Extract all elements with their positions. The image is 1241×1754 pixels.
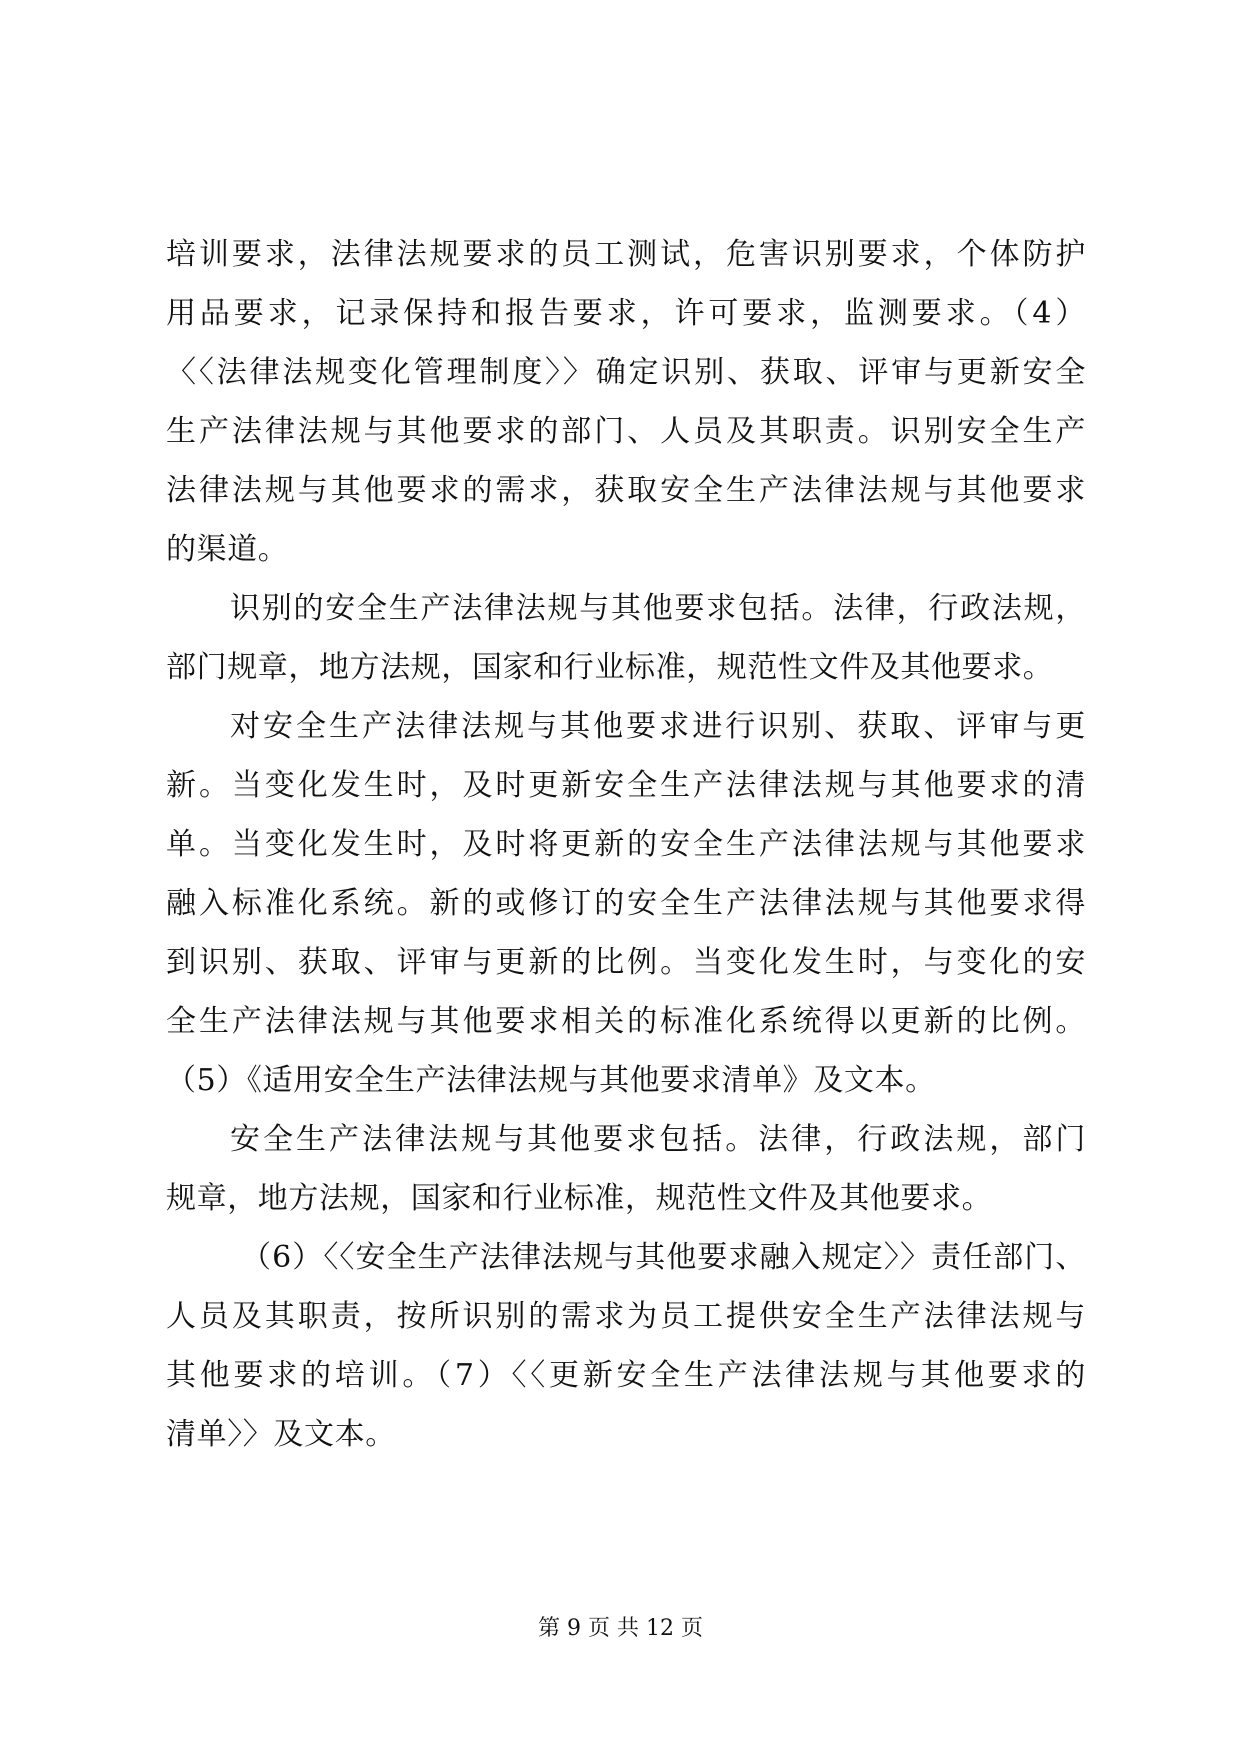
text-line: 的渠道。	[166, 532, 289, 567]
text-line: 对安全生产法律法规与其他要求进行识别、获取、评审与更	[230, 709, 1086, 744]
text-line: 〈〈法律法规变化管理制度〉〉确定识别、获取、评审与更新安全	[166, 355, 1086, 390]
text-line: 安全生产法律法规与其他要求包括。法律，行政法规，部门	[230, 1122, 1086, 1157]
text-line: 新。当变化发生时，及时更新安全生产法律法规与其他要求的清	[166, 768, 1086, 803]
page-number-footer: 第 9 页 共 12 页	[538, 1616, 703, 1641]
text-line: （6）〈〈安全生产法律法规与其他要求融入规定〉〉责任部门、	[241, 1240, 1086, 1275]
text-line: 人员及其职责，按所识别的需求为员工提供安全生产法律法规与	[166, 1299, 1086, 1334]
text-line: 法律法规与其他要求的需求，获取安全生产法律法规与其他要求	[166, 473, 1086, 508]
text-line: 到识别、获取、评审与更新的比例。当变化发生时，与变化的安	[166, 945, 1086, 980]
text-line: 培训要求，法律法规要求的员工测试，危害识别要求，个体防护	[166, 237, 1086, 272]
text-line: 全生产法律法规与其他要求相关的标准化系统得以更新的比例。	[166, 1004, 1086, 1039]
text-line: 其他要求的培训。（7）〈〈更新安全生产法律法规与其他要求的	[166, 1358, 1086, 1393]
body-text	[166, 225, 1086, 1464]
text-line: 部门规章，地方法规，国家和行业标准，规范性文件及其他要求。	[166, 650, 1054, 685]
text-line: 生产法律法规与其他要求的部门、人员及其职责。识别安全生产	[166, 414, 1086, 449]
text-line: 用品要求，记录保持和报告要求，许可要求，监测要求。（4）	[166, 296, 1086, 331]
text-line: （5）《适用安全生产法律法规与其他要求清单》及文本。	[166, 1063, 936, 1098]
text-line: 规章，地方法规，国家和行业标准，规范性文件及其他要求。	[166, 1181, 993, 1216]
text-line: 单。当变化发生时，及时将更新的安全生产法律法规与其他要求	[166, 827, 1086, 862]
text-line: 清单〉〉及文本。	[166, 1417, 396, 1452]
text-line: 融入标准化系统。新的或修订的安全生产法律法规与其他要求得	[166, 886, 1086, 921]
text-line: 识别的安全生产法律法规与其他要求包括。法律，行政法规，	[230, 591, 1086, 626]
